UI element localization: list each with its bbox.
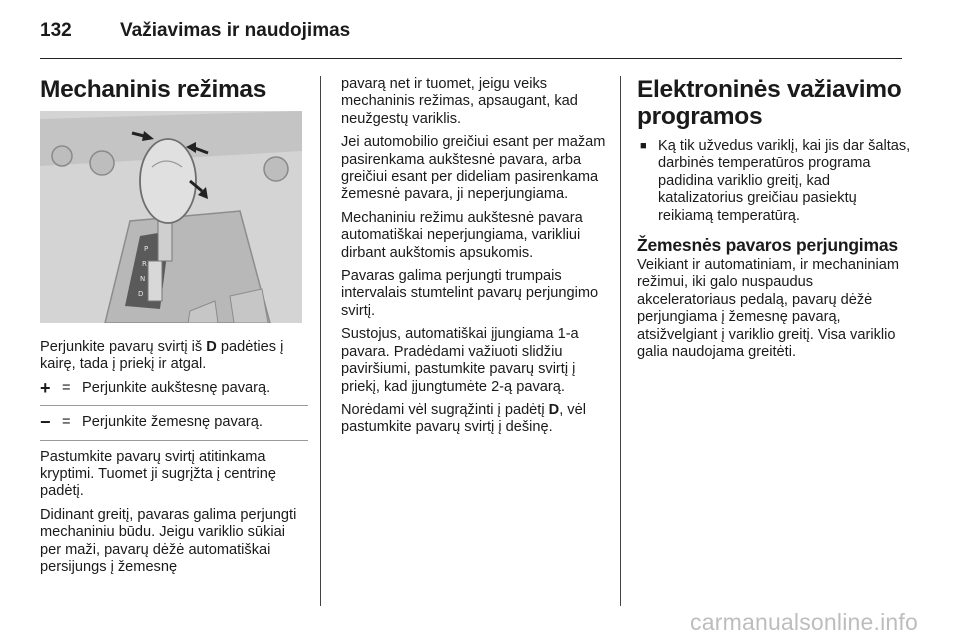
minus-icon: − xyxy=(40,412,51,433)
page-header xyxy=(40,16,350,46)
column-3 xyxy=(637,76,912,367)
section-heading-electronic-programs: Elektroninės važiavimo programos xyxy=(637,76,902,130)
watermark: carmanualsonline.info xyxy=(690,609,918,635)
header-rule xyxy=(40,58,902,59)
definition-shift-up: + = Perjunkite aukštesnę pavarą. xyxy=(40,380,308,406)
svg-text:P: P xyxy=(144,245,149,253)
paragraph: Norėdami vėl sugrąžinti į padėtį D, vėl pastumkite pavarų svirtį į dešinę. xyxy=(341,401,586,436)
paragraph: Pastumkite pavarų svirtį atitinkama kryptimi. Tuomet ji sugrįžta į centrinę padėtį. xyxy=(40,448,277,500)
paragraph: Veikiant ir automatiniam, ir mechaniniam režimui, iki galo nuspaudus akceleratoriaus pedalą, pavarų dėžė perjungiama į žemesnę pavarą, atsižvelgiant į variklio greitį. Visa variklio galia naudojama greitėti. xyxy=(637,257,899,361)
list-item: ■ Ką tik užvedus variklį, kai jis dar šaltas, darbinės temperatūros programa padidina variklio greitį, kad katalizatorius greičiau pasiektų reikiamą temperatūrą. xyxy=(637,138,912,225)
gear-shifter-illustration xyxy=(40,111,302,323)
square-bullet-icon: ■ xyxy=(640,140,647,152)
intro-paragraph: Perjunkite pavarų svirtį iš D padėties į kairę, tada į priekį ir atgal. xyxy=(40,339,284,373)
subheading-kickdown: Žemesnės pavaros perjungimas xyxy=(637,235,898,256)
svg-text:D: D xyxy=(138,290,144,298)
paragraph: Didinant greitį, pavaras galima perjungti mechaniniu būdu. Jeigu variklio sūkiai per maži, pavarų dėžė automatiškai persijungs į žemesnę xyxy=(40,506,297,576)
plus-icon: + xyxy=(40,377,51,398)
paragraph: Jei automobilio greičiui esant per mažam pasirenkama aukštesnė pavara, arba greičiui esant per dideliam pasirenkama žemesnė pavara, ji neperjungiama. xyxy=(341,134,606,203)
page-number: 132 xyxy=(40,20,72,41)
running-title: Važiavimas ir naudojimas xyxy=(120,20,351,41)
paragraph: pavarą net ir tuomet, jeigu veiks mechaninis režimas, apsaugant, kad neužgestų variklis. xyxy=(341,76,578,127)
section-heading-manual-mode: Mechaninis režimas xyxy=(40,76,267,103)
paragraph: Pavaras galima perjungti trumpais intervalais stumtelint pavarų perjungimo svirtį. xyxy=(341,268,599,319)
definition-shift-down: − = Perjunkite žemesnę pavarą. xyxy=(40,414,308,440)
paragraph: Mechaniniu režimu aukštesnė pavara automatiškai neperjungiama, varikliui dirbant aukštomis apsukomis. xyxy=(341,209,583,261)
column-1 xyxy=(40,76,308,582)
paragraph: Sustojus, automatiškai įjungiama 1-a pavara. Pradėdami važiuoti slidžiu paviršiumi, pastumkite pavarų svirtį į priekį, kad įjungtumėte 2-ą pavarą. xyxy=(341,326,579,395)
column-divider-2 xyxy=(620,76,621,606)
column-divider-1 xyxy=(320,76,321,606)
svg-text:R: R xyxy=(142,260,147,268)
svg-text:N: N xyxy=(140,275,146,283)
column-2 xyxy=(341,76,609,443)
